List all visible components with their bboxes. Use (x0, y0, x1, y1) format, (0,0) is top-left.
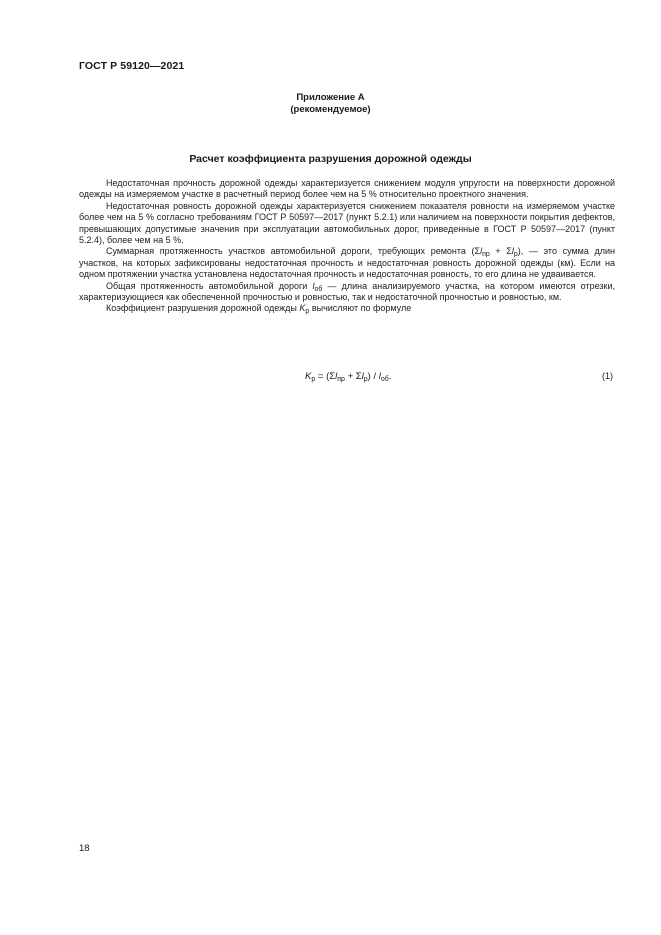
subscript: р (305, 308, 310, 316)
variable-l: l (511, 246, 514, 257)
subscript: р (513, 251, 518, 259)
sum-symbol: Σ (506, 246, 512, 257)
variable-l: l (361, 371, 364, 382)
variable-l: l (335, 371, 338, 382)
text: Общая протяженность автомобильной дороги (106, 280, 313, 291)
paragraph-total-repair-length (79, 246, 615, 280)
appendix-title: Приложение А (296, 92, 365, 103)
sum-symbol: Σ (474, 246, 481, 257)
variable-l: l (312, 280, 315, 291)
variable-k: K (305, 371, 312, 382)
paragraph-insufficient-strength: Недостаточная прочность дорожной одежды характеризуется снижением модуля упругости на поверхности дорожной одежды на измеряемом участке в расчетный период более чем на 5 % относительно проектного значения. (79, 178, 615, 200)
paragraph-total-road-length (79, 281, 615, 304)
section-title: Расчет коэффициента разрушения дорожной одежды (189, 153, 472, 165)
text: вычисляют по формуле (309, 303, 412, 314)
paragraph-insufficient-evenness: Недостаточная ровность дорожной одежды характеризуется снижением показателя ровности на измеряемом участке более чем на 5 % согласно требованиям ГОСТ Р 50597—2017 (пункт 5.2.1) или наличием на поверхности покрытия дефектов, превышающих допустимые значения при эксплуатации автомобильных дорог, приведенные в ГОСТ Р 50597—2017 (пункт 5.2.4), более чем на 5 %. (79, 200, 615, 246)
operator: = (Σ (315, 371, 336, 382)
text: — длина анализируемого участка, на котором имеются отрезки, характеризующиеся как обеспеченной прочностью и ровностью, так и недостаточной прочностью и ровностью, км. (79, 280, 615, 303)
subscript: об (314, 285, 323, 293)
standard-id-header: ГОСТ Р 59120—2021 (79, 60, 185, 72)
appendix-heading (0, 92, 661, 116)
subscript: пр (482, 251, 490, 259)
appendix-status: (рекомендуемое) (290, 104, 371, 115)
subscript: об (380, 376, 389, 383)
body-text (79, 178, 615, 315)
variable-k: K (299, 303, 306, 314)
formula-number: (1) (602, 371, 613, 381)
subscript: р (363, 376, 368, 383)
formula (305, 371, 391, 382)
operator: + Σ (344, 371, 362, 382)
text: Суммарная протяженность участков автомобильной дороги, требующих ремонта ( (106, 246, 475, 257)
subscript: пр (337, 376, 345, 383)
page-number: 18 (79, 843, 90, 854)
punctuation: . (388, 371, 392, 382)
operator: ) / (367, 371, 379, 382)
text: Коэффициент разрушения дорожной одежды (106, 303, 300, 314)
text: ), — это сумма длин участков, на которых зафиксированы недостаточная прочность и недостаточная ровность дорожной одежды (км). Если на одном протяжении участка установлена недостаточная прочность и недостаточная ровность, то его длина не удваивается. (79, 246, 615, 280)
variable-l: l (480, 246, 483, 257)
paragraph-coefficient-intro (79, 303, 615, 314)
formula-row (79, 371, 615, 385)
subscript: р (311, 376, 316, 383)
operator: + (489, 246, 507, 257)
variable-l: l (378, 371, 381, 382)
